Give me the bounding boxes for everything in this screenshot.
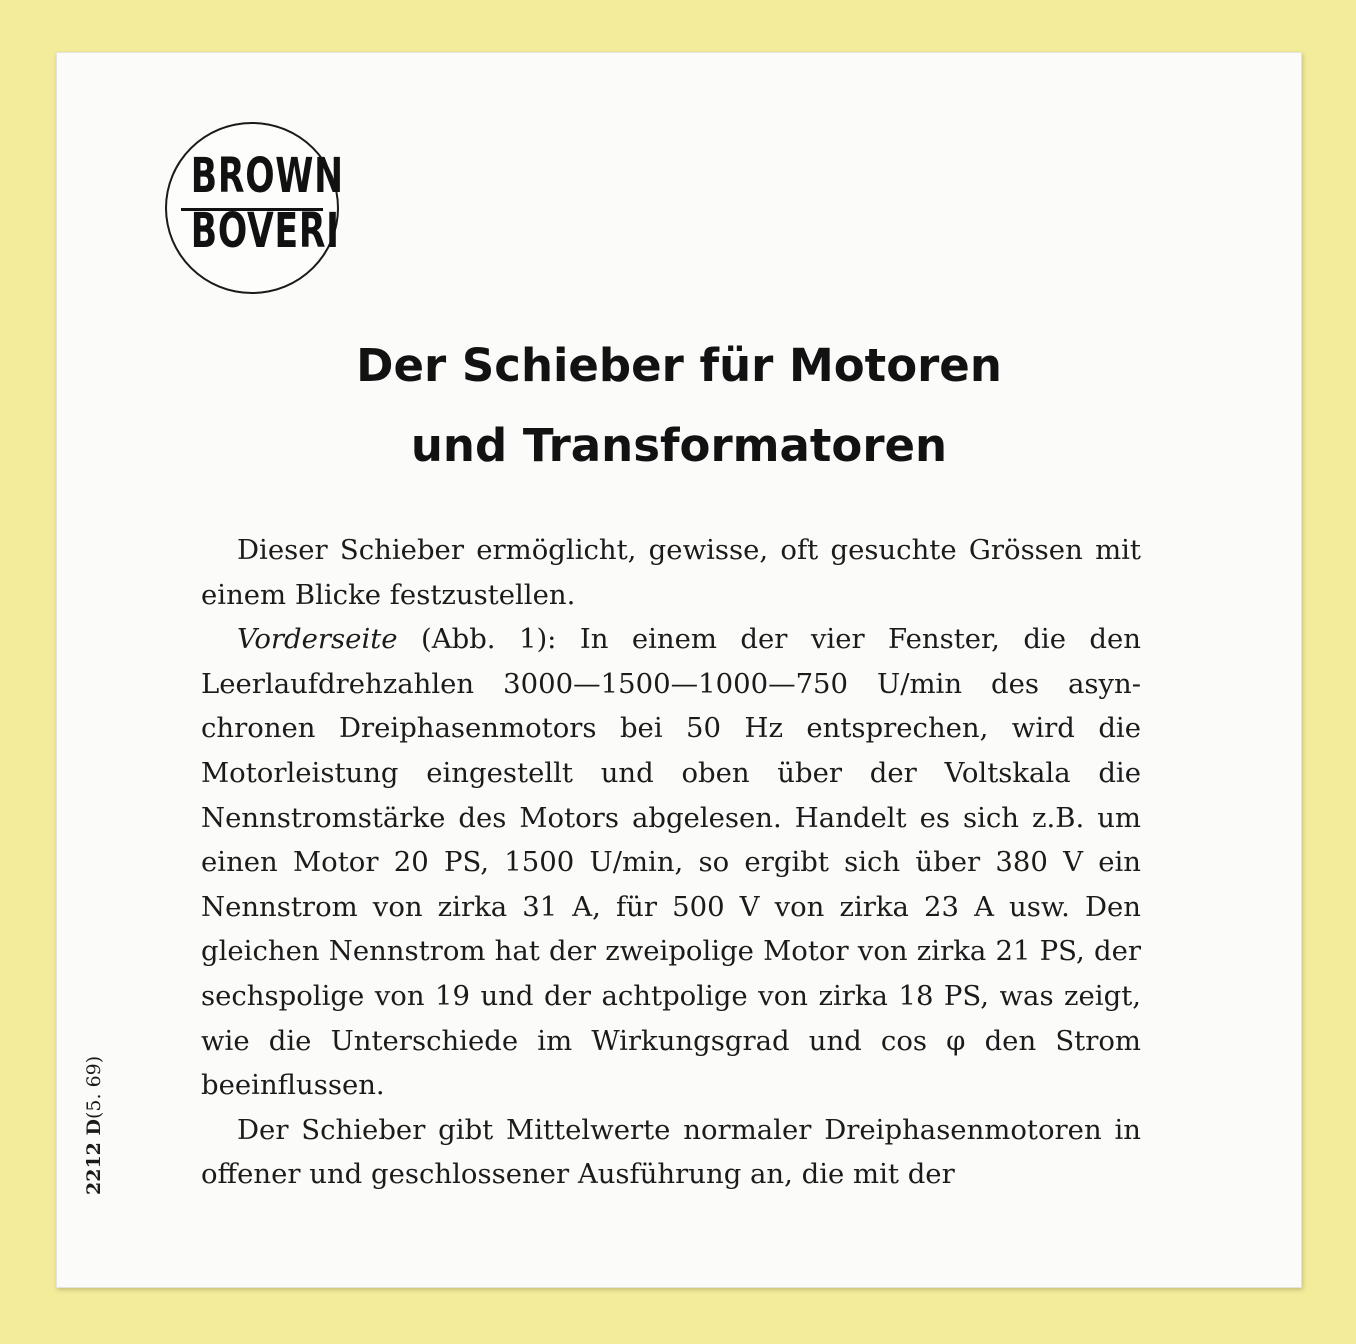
paragraph-mittelwerte: Der Schieber gibt Mittelwerte normaler Dreiphasenmotoren in offener und geschlossener Ausführung an, die mit der — [201, 1113, 1141, 1191]
paragraph-vorderseite — [201, 617, 1141, 1108]
document-title-line-1: Der Schieber für Motoren — [356, 339, 1002, 392]
paragraph-intro: Dieser Schieber ermöglicht, gewisse, oft gesuchte Grössen mit einem Blicke festzustellen. — [201, 534, 1141, 611]
print-code-number: 2212 D — [83, 1119, 105, 1195]
print-code-date: (5. 69) — [83, 1055, 105, 1120]
document-title-line-2: und Transformatoren — [410, 419, 948, 472]
print-code — [83, 1056, 105, 1195]
logo-line-brown: BROWN — [190, 148, 344, 204]
logo-line-boveri: BOVERI — [190, 203, 340, 259]
document-body — [201, 528, 1141, 1197]
paragraph-vorderseite-text: (Abb. 1): In einem der vier Fenster, die den Leerlaufdrehzahlen 3000—1500—1000—750 U/min des asynchronen Dreiphasenmotors bei 50 Hz entsprechen, wird die Motorleistung eingestellt und oben über der Voltskala die Nennstromstärke des Motors abgelesen. Handelt es sich z.B. um einen Motor 20 PS, 1500 U/min, so ergibt sich über 380 V ein Nennstrom von zirka 31 A, für 500 V von zirka 23 A usw. Den gleichen Nennstrom hat der zweipolige Motor von zirka 21 PS, der sechspolige von 19 und der achtpolige von zirka 18 PS, was zeigt, wie die Unterschiede im Wirkungsgrad und cos φ den Strom beeinflussen. — [201, 623, 1141, 1102]
paragraph-label-vorderseite: Vorderseite — [237, 623, 398, 656]
brown-boveri-logo — [165, 122, 344, 294]
